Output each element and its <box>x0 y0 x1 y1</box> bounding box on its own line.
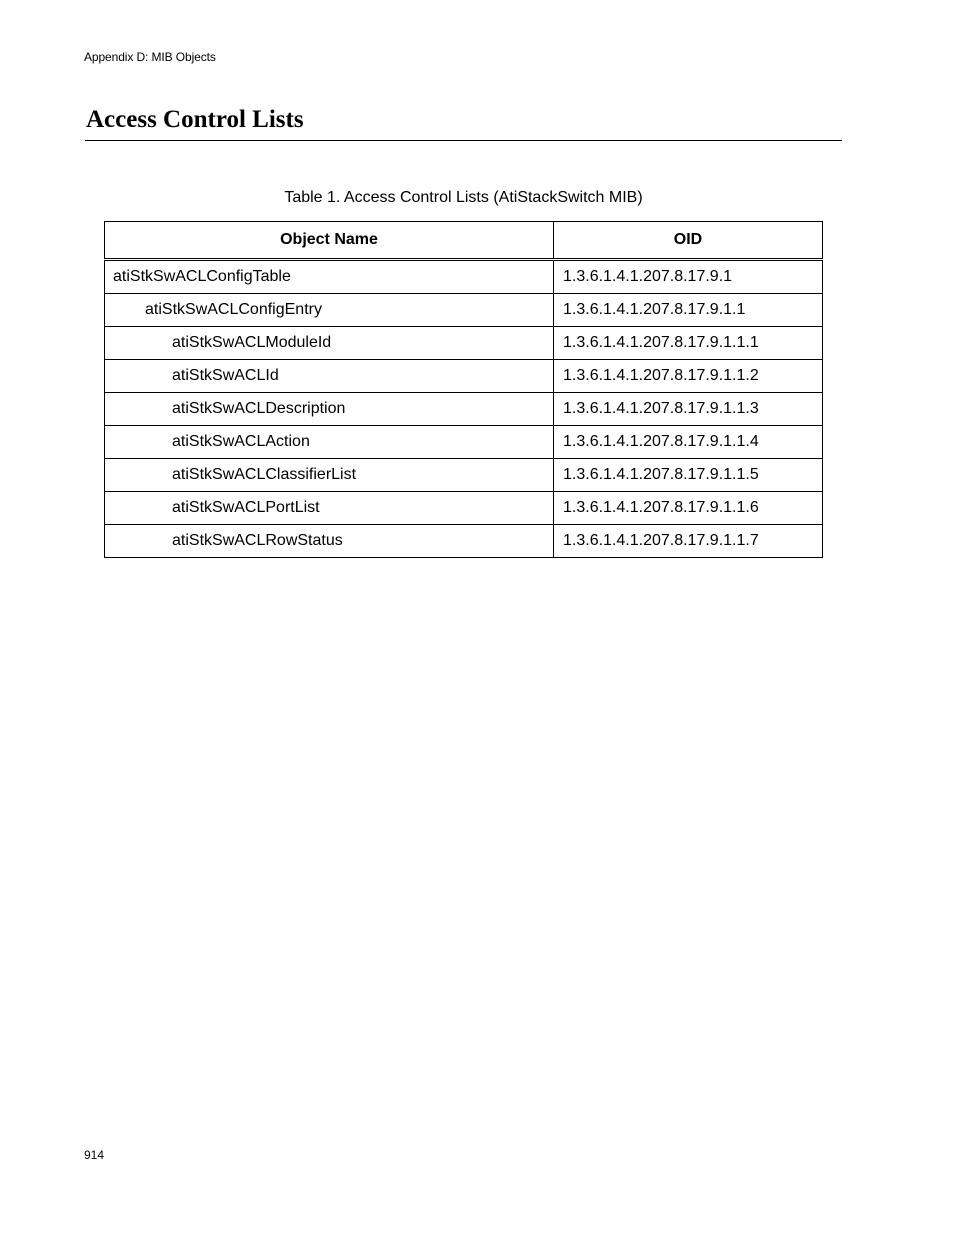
oid-cell: 1.3.6.1.4.1.207.8.17.9.1.1.5 <box>554 459 823 492</box>
page-number: 914 <box>84 1148 105 1162</box>
table-header-row <box>105 222 823 260</box>
title-rule <box>85 140 842 141</box>
object-name-cell: atiStkSwACLClassifierList <box>105 459 554 492</box>
table-row <box>105 459 823 492</box>
oid-cell: 1.3.6.1.4.1.207.8.17.9.1.1.4 <box>554 426 823 459</box>
table-row <box>105 260 823 294</box>
table-row <box>105 492 823 525</box>
oid-cell: 1.3.6.1.4.1.207.8.17.9.1.1.6 <box>554 492 823 525</box>
object-name-cell: atiStkSwACLAction <box>105 426 554 459</box>
object-name-cell: atiStkSwACLPortList <box>105 492 554 525</box>
table-row <box>105 393 823 426</box>
mib-objects-table <box>104 221 823 558</box>
oid-cell: 1.3.6.1.4.1.207.8.17.9.1.1.2 <box>554 360 823 393</box>
oid-cell: 1.3.6.1.4.1.207.8.17.9.1.1 <box>554 294 823 327</box>
table-caption: Table 1. Access Control Lists (AtiStackSwitch MIB) <box>284 189 643 206</box>
section-title: Access Control Lists <box>86 106 304 133</box>
oid-cell: 1.3.6.1.4.1.207.8.17.9.1.1.1 <box>554 327 823 360</box>
column-header-oid: OID <box>554 222 823 260</box>
object-name-cell: atiStkSwACLConfigEntry <box>105 294 554 327</box>
object-name-cell: atiStkSwACLId <box>105 360 554 393</box>
table-row <box>105 525 823 558</box>
table-row <box>105 360 823 393</box>
object-name-cell: atiStkSwACLModuleId <box>105 327 554 360</box>
table-row <box>105 426 823 459</box>
column-header-object-name: Object Name <box>105 222 554 260</box>
oid-cell: 1.3.6.1.4.1.207.8.17.9.1 <box>554 260 823 294</box>
oid-cell: 1.3.6.1.4.1.207.8.17.9.1.1.3 <box>554 393 823 426</box>
running-header: Appendix D: MIB Objects <box>84 50 216 64</box>
object-name-cell: atiStkSwACLConfigTable <box>105 260 554 294</box>
object-name-cell: atiStkSwACLDescription <box>105 393 554 426</box>
oid-cell: 1.3.6.1.4.1.207.8.17.9.1.1.7 <box>554 525 823 558</box>
object-name-cell: atiStkSwACLRowStatus <box>105 525 554 558</box>
table-row <box>105 294 823 327</box>
table-row <box>105 327 823 360</box>
